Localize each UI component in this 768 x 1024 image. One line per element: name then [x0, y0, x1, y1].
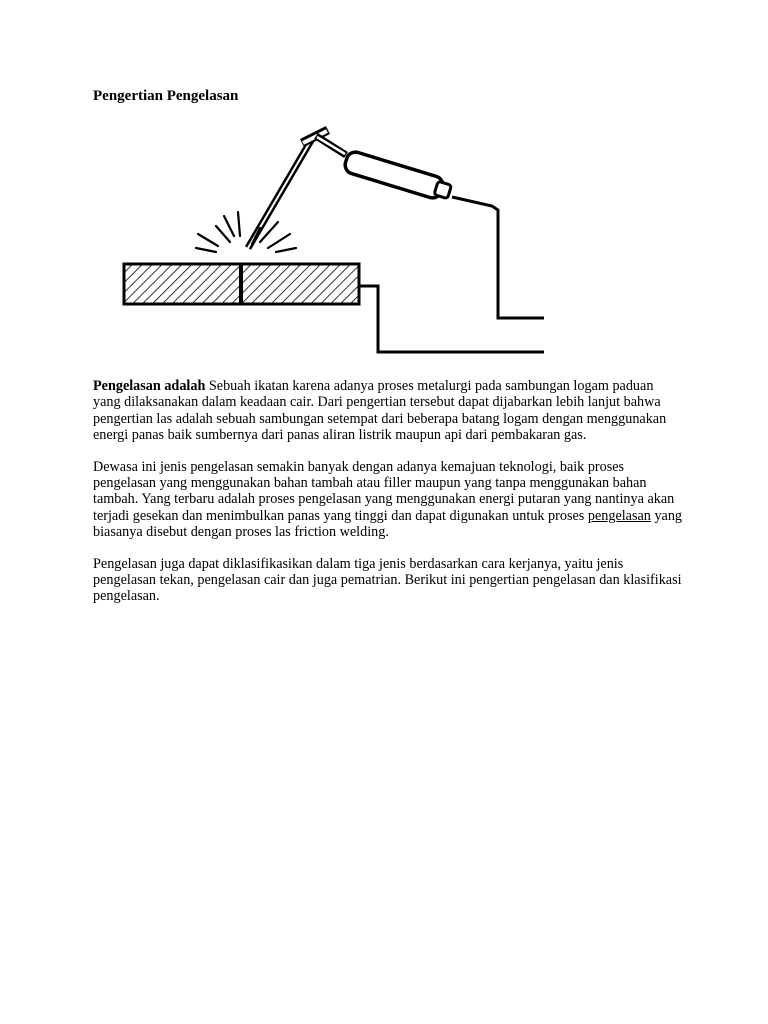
page-title: Pengertian Pengelasan — [93, 88, 239, 104]
pengelasan-link[interactable]: pengelasan — [587, 507, 651, 524]
electrode-holder — [343, 150, 445, 200]
welding-icon — [100, 118, 550, 363]
paragraph — [93, 556, 683, 605]
paragraph — [93, 378, 683, 444]
paragraph-text: Pengelasan juga dapat diklasifikasikan dalam tiga jenis berdasarkan cara kerjanya, yaitu jenis pengelasan tekan, pengelasan cair dan juga pematrian. Berikut ini pengertian pengelasan dan klasifikasi pengelasan. — [93, 555, 682, 605]
term-heading: Pengelasan adalah — [93, 378, 206, 394]
torch-cable — [452, 197, 544, 318]
document-body — [93, 378, 683, 620]
paragraph-text: yang biasanya disebut dengan proses las friction welding. — [93, 507, 683, 541]
welding-illustration — [100, 118, 550, 368]
paragraph-text: Dewasa ini jenis pengelasan semakin banyak dengan adanya kemajuan teknologi, baik proses pengelasan yang menggunakan bahan tambah atau filler maupun yang tanpa menggunakan bahan tambah. Yang terbaru adalah proses pengelasan yang menggunakan energi putaran yang nantinya akan terjadi gesekan dan menimbulkan panas yang tinggi dan dapat digunakan untuk proses — [93, 458, 675, 524]
paragraph-text: Sebuah ikatan karena adanya proses metalurgi pada sambungan logam paduan yang dilaksanakan dalam keadaan cair. Dari pengertian tersebut dapat dijabarkan lebih lanjut bahwa pengertian las adalah sebuah sambungan setempat dari beberapa batang logam dengan menggunakan energi panas baik sumbernya dari panas aliran listrik maupun api dari pembakaran gas. — [93, 378, 667, 444]
paragraph — [93, 459, 683, 541]
right-plate — [241, 264, 359, 304]
left-plate — [124, 264, 241, 304]
